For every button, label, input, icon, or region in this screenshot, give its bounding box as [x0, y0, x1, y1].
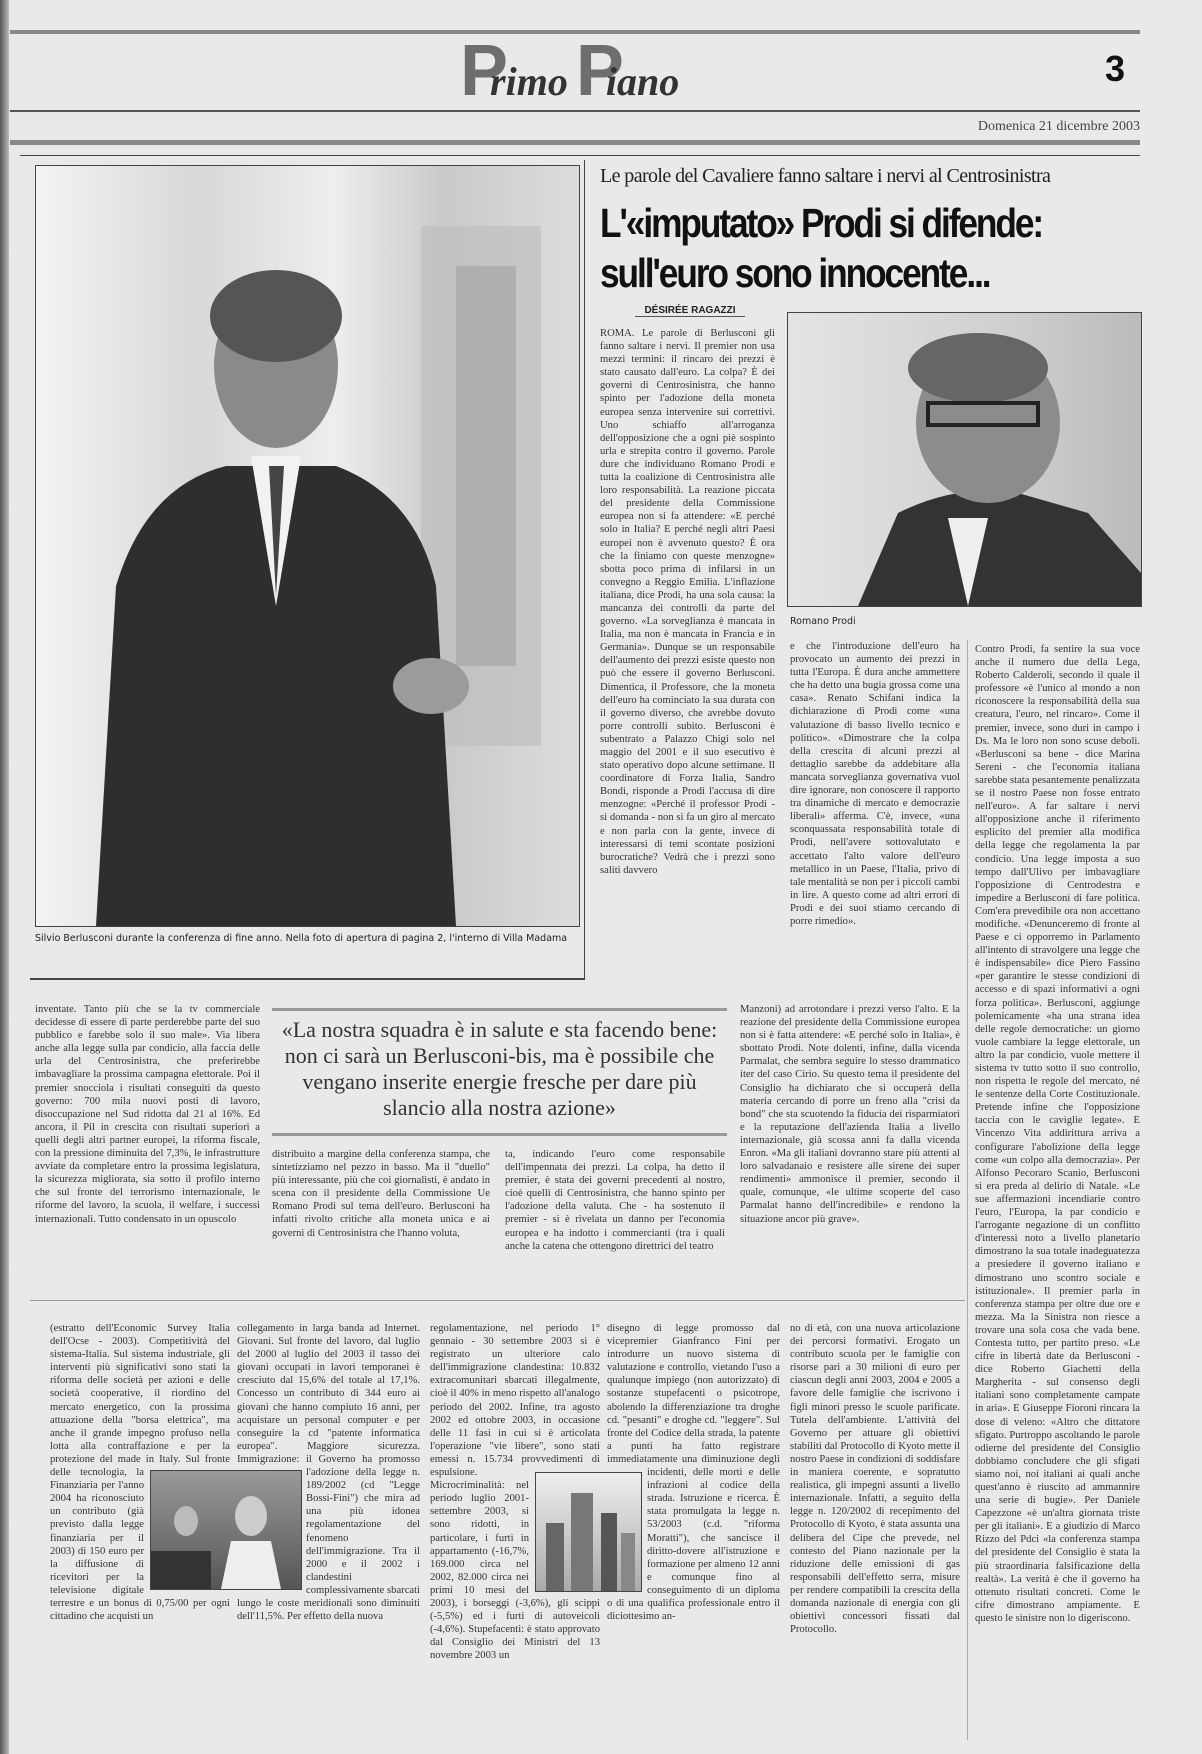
middle-column-right: Manzoni) ad arrotondare i prezzi verso l'alto. E la reazione del presidente della Commissione europea non si è fatta attendere: «E perché solo in Italia», è sbottato Prodi. Note dolenti, infine, dalla vicenda Parmalat, che sembra seguire lo stesso drammatico iter del caso Cirio. Su questo tema il presidente del Consiglio ha dichiarato che si occuperà della materia cercando di porre un freno alla "crisi da bond" che sta scuotendo la fiducia dei risparmiatori e la reputazione dell'azienda Italia a livello internazionale, già scossa anni fa dalla vicenda Enron. «Ma gli italiani dovranno stare più attenti al loro salvadanaio e resistere alle sirene dei super rendimenti» ammonisce il premier, secondo il quale, comunque, «le ultime scoperte del caso Parmalat hanno dell'incredibile» e rendono la situazione ancor più grave». — [740, 1004, 960, 1225]
column-divider — [967, 640, 968, 1740]
article-kicker: Le parole del Cavaliere fanno saltare i nervi al Centrosinistra — [600, 165, 1051, 187]
headline-line: L'«imputato» Prodi si difende: — [600, 200, 1043, 246]
section-masthead — [460, 31, 687, 111]
city-photo — [535, 1472, 642, 1592]
masthead-initial: P — [575, 31, 624, 111]
bottom-column-2-text: collegamento in larga banda ad Internet. Giovani. Sul fronte del lavoro, dal luglio del 2000 al luglio del 2003 il tasso dei giovani occupati in lavori temporanei è cresciuto dal 15,6% del totale al 17,1%. Concesso un contributo di 344 euro ai giovani che hanno compiuto 16 anni, per acquistare un personal computer e per conseguire la cd "patente informatica europea". Maggiore sicurezza. Immigrazione: il Governo ha promosso l'adozione della legge n. 189/2002 (cd "Legge Bossi-Fini") che mira ad una più idonea regolamentazione del fenomeno dell'immigrazione. Tra il 2000 e il 2002 i clandestini complessivamente sbarcati lungo le coste meridionali sono diminuiti dell'11,5%. Per effetto della nuova — [237, 1323, 420, 1623]
prodi-photo-caption: Romano Prodi — [790, 616, 856, 627]
factory-photo — [150, 1470, 302, 1590]
article-headline — [600, 198, 1082, 298]
content-rule — [20, 155, 1140, 156]
article-column-2: e che l'introduzione dell'euro ha provocato un aumento dei prezzi in tutta l'Europa. È dura anche ammettere che ha detto una bugia grossa come una casa». Renato Schifani indica la dichiarazione di Prodi come «una valutazione di basso livello tecnico e politico». «Dimostrare che la colpa della crescita di alcuni prezzi al dettaglio sarebbe da addebitare alla mancata sorveglianza governativa vuol dire ignorare, non conoscere il rapporto tra dinamiche di mercato e democrazie liberali» afferma. C'è, invece, «una sconquassata responsabilità totale di Prodi, nell'avere sottovalutato e accettato l'alto valore dell'euro metallico in un Paese, l'Italia, privo di tale mentalità se non per i piccoli cambi in lire. A questo come ad altri errori di Prodi e dei suoi stiamo cercando di porre rimedio». — [790, 641, 960, 927]
page-number: 3 — [1105, 48, 1126, 89]
bottom-column-5: no di età, con una nuova articolazione dei percorsi formativi. Erogato un contributo scuola per le famiglie con risorse pari a 30 milioni di euro per ciascun degli anni 2003, 2004 e 2005 a favore delle famiglie che iscrivono i figli minori presso le scuole parificate. Tutela dell'ambiente. L'attività del Governo per attuare gli obiettivi stabiliti dal Protocollo di Kyoto mette il nostro Paese in condizioni di soddisfare in maniera coerente, e sopratutto realistica, gli impegni assunti a livello internazionale. Infatti, a seguito della legge n. 120/2002 di recepimento del Protocollo di Kyoto, è stata assunta una delibera del Cipe che prevede, nel contesto del Piano nazionale per la riduzione delle emissioni di gas responsabili dell'effetto serra, misure per rendere compatibili la crescita della domanda nazionale di energia con gli obiettivi concessori fissati dal Protocollo. — [790, 1323, 960, 1636]
photo-figure — [36, 166, 579, 926]
article-byline: DÉSIRÉE RAGAZZI — [635, 305, 745, 317]
headline-line: sull'euro sono innocente... — [600, 250, 990, 296]
photo-frame-line — [584, 160, 585, 980]
middle-column-a: distribuito a margine della conferenza stampa, che sintetizziamo nel pezzo in basso. Ma il "duello" più interessante, più che coi giornalisti, è andato in scena con il presidente della Commissione Ue Romano Prodi sul tema dell'euro. Berlusconi ha infatti rivolto critiche alla moneta unica e ai governi di Centrosinistra che l'hanno voluta, — [272, 1149, 490, 1239]
middle-column-b: ta, indicando l'euro come responsabile dell'impennata dei prezzi. La colpa, ha detto il premier, è stata dei governi precedenti al nostro, cioè quelli di Centrosinistra, che hanno spinto per l'adozione della valuta. Che - ha sostenuto il premier - si è rivelata un danno per l'economia europea e ha indotto i commercianti (tra i quali anche la catena che ottengono direttrici del teatro — [505, 1149, 725, 1252]
middle-column-left: inventate. Tanto più che se la tv commerciale decidesse di essere di parte perderebbe parte del suo pubblico e farebbe solo il suo male». Via libera anche alla legge sulla par condicio, alla faccia delle urla del Centrosinistra, che preferirebbe imbavagliare la prossima campagna elettorale. Poi il premier snocciola i risultati conseguiti da questo governo: 700 mila nuovi posti di lavoro, disoccupazione nel Sud ridotta dal 21 al 16%. Ed ancora, il Pil in crescita con risultati superiori a quelli degli altri partner europei, la riforma fiscale, con la pressione diminuita del 7,3%, le infrastrutture avviate da completare entro la prossima legislatura, la sicurezza migliorata, sia sotto il profilo interno che sul fronte del terrorismo internazionale, le riforme del lavoro, la scuola, il welfare, i successi internazionali. Tutto condensato in un opuscolo — [35, 1004, 260, 1225]
article-column-1: ROMA. Le parole di Berlusconi gli fanno saltare i nervi. Il premier non usa mezzi termini: il rincaro dei prezzi è stato causato dall'euro. La colpa? È dei governi di Centrosinistra, che hanno spinto per l'adozione della moneta europea senza intervenire sui correttivi. Uno schiaffo all'arroganza dell'opposizione che a ogni piè sospinto urla e strepita contro il governo. Parole dure che individuano Romano Prodi e tutta la coalizione di Centrosinistra alle loro responsabilità. La reazione piccata del presidente della Commissione europea non si fa attendere: «E perché solo in Italia? E perché negli altri Paesi europei non è avvenuto questo? È ora che la finiamo con queste menzogne» sbotta poco prima di infilarsi in un convegno a Reggio Emilia. L'inflazione italiana, dice Prodi, ha una sola causa: la mancanza dei controlli da parte del governo. «La sorveglianza è mancata in Italia, ma non è mancata in Francia e in Germania». Dunque se un responsabile dell'aumento dei prezzi esiste questo non può che essere il governo Berlusconi. Dimentica, il Professore, che la moneta dell'euro ha cominciato la sua durata con il governo diverso, che avrebbe dovuto porre controlli subito. Berlusconi è subentrato a Palazzo Chigi solo nel maggio del 2001 e il suo esecutivo è stato operativo dopo alcune settimane. Il coordinatore di Forza Italia, Sandro Bondi, risponde a Prodi l'accusa di dire menzogne: «Perché il professor Prodi - si domanda - non si fa un giro al mercato e non parla con la gente, invece di interessarsi di temi scontate posizioni burocratiche? Vedrà che i prezzi sono saliti davvero — [600, 328, 775, 876]
page-binding-shadow — [0, 0, 9, 1754]
pull-quote: «La nostra squadra è in salute e sta facendo bene: non ci sarà un Berlusconi-bis, ma è possibile che vengano inserite energie fresche per dare più slancio alla nostra azione» — [272, 1008, 727, 1136]
issue-date: Domenica 21 dicembre 2003 — [977, 119, 1140, 134]
masthead-word: iano — [605, 59, 680, 104]
photo-figure — [788, 313, 1141, 606]
masthead-initial: P — [460, 31, 509, 111]
bottom-column-1-text: (estratto dell'Economic Survey Italia dell'Ocse - 2003). Competitività del sistema-Italia. Sul sistema industriale, gli interventi più significativi sono stati la riforma delle società per azioni e delle società cooperative, il riordino del mercato energetico, con la prossima attuazione della "borsa elettrica", ma anche il grande impegno profuso nella lotta alla contraffazione e per la protezione del made in Italy. Sul fronte delle tecnologia, la Finanziaria per l'anno 2004 ha riconosciuto un contributo (già previsto dalla legge finanziaria per il 2003) di 150 euro per la diffusione di ricevitori per la televisione digitale terrestre e un bonus di 0,75/00 per ogni cittadino che acquisti un — [50, 1323, 230, 1623]
prodi-photo — [787, 312, 1142, 607]
section-divider — [30, 1300, 965, 1301]
article-column-3: Contro Prodi, fa sentire la sua voce anche il numero due della Lega, Roberto Calderoli, secondo il quale il professore «è l'unico al mondo a non riconoscere la responsabilità della sua creatura, l'euro, nel rincaro». Come il premier, invece, sono duri in campo i Ds. Ma le loro non sono scuse deboli. «Berlusconi sa bene - dice Marina Sereni - che l'economia italiana sarebbe stata pesantemente penalizzata se il nostro Paese non fosse entrato nell'euro». A far saltare i nervi all'opposizione anche il riferimento esplicito del premier alla modifica della legge che regolamenta la par condicio. Una legge imposta a suo tempo dall'Ulivo per imbavagliare l'opposizione di Centrodestra e impedire a Berlusconi di fare politica. Com'era prevedibile ora non accettano modifiche. «Denunceremo di fronte al Paese e ci opporremo in Parlamento all'intento di stravolgere una legge che è indispensabile» dice Piero Fassino «per garantire le stesse condizioni di accesso e di spazi informativi a ogni forza politica». Berlusconi, aggiunge polemicamente «ha una strana idea delle regole democratiche: un giorno vuole cambiare la legge elettorale, un altro la par condicio, vuole mettere il sistema tv tutto sotto il suo controllo, non rispetta le regole del mercato, né le sentenze della Corte Costituzionale. Pretende infine che l'opposizione taccia con le caviglie legate». E Vincenzo Vita addirittura arriva a configurare l'abolizione della legge come «un colpo alla democrazia». Per Alfonso Pecoraro Scanio, Berlusconi si era preda al delirio di Natale. «Le sue affermazioni incendiarie contro l'euro, l'Europa, la par condicio e l'arrogante negazione di un conflitto d'interessi noto a livello planetario dimostrano la sua totale inadeguatezza a presiedere il governo italiano e dimostrano uno scontro sociale e istituzionale». Il premier parla in conferenza stampa per oltre due ore e mezza. Ma la Sinistra non riesce a trovare una sola cosa che vada bene. Contesta tutto, per partito preso. «Le cifre in libertà date da Berlusconi - dice Roberto Giachetti della Margherita - sul consenso degli italiani sono completamente campate in aria». E Giuseppe Fioroni rincara la dose di veleno: «Altro che dittatore sfigato. Purtroppo ascoltando le parole odierne del presidente del Consiglio dobbiamo concludere che gli sfigati siamo noi, noi italiani ai quali anche quest'anno è riuscito ad ammannire una serie di bugie». Per Daniele Capezzone «è un'altra giornata triste per gli italiani». E a giudizio di Marco Rizzo del Pdci «la conferenza stampa del presidente del Consiglio è stata la più straordinaria falsificazione della realtà». La verità è che il governo ha ottenuto risultati concreti. Come le cifre dimostrano ampiamente. E questo le sinistre non lo digeriscono. — [975, 644, 1140, 1624]
header-rule-bottom — [10, 140, 1140, 145]
photo-figure — [536, 1473, 641, 1591]
bottom-column-4-text: disegno di legge promosso dal vicepremier Gianfranco Fini per introdurre un nuovo sistema di valutazione e controllo, vietando l'uso a qualunque impiego (non autorizzato) di sostanze stupefacenti o psicotrope, abolendo la differenziazione tra droghe cd. "pesanti" e droghe cd. "leggere". Sul fronte del Codice della strada, la patente a punti ha fatto registrare immediatamente una diminuzione degli incidenti, delle morti e delle infrazioni al codice della strada. Istruzione e ricerca. È stata promulgata la legge n. 53/2003 (c.d. "riforma Moratti"), che sancisce il diritto-dovere all'istruzione e formazione per almeno 12 anni e comunque fino al conseguimento di un diploma o di una qualifica professionale entro il diciottesimo an- — [607, 1323, 780, 1623]
berlusconi-photo-caption: Silvio Berlusconi durante la conferenza di fine anno. Nella foto di apertura di pagina 2, l'interno di Villa Madama — [35, 933, 568, 944]
masthead-word: rimo — [490, 59, 568, 104]
berlusconi-photo — [35, 165, 580, 927]
bottom-column-3-text: regolamentazione, nel periodo 1° gennaio - 30 settembre 2003 si è registrato un ulteriore calo dell'immigrazione clandestina: 10.832 extracomunitari sbarcati illegalmente, cioè il 40% in meno rispetto all'analogo periodo del 2002. Infine, tra agosto 2002 ed ottobre 2003, in occasione delle 11 fasi in cui si è articolata l'operazione "vie libere", sono stati emessi n. 15.734 provvedimenti di espulsione. Microcriminalità: nel periodo luglio 2001-settembre 2003, si sono ridotti, in particolare, i furti in appartamento (-16,7%, 169.000 circa nel 2002, 82.000 circa nei primi 10 mesi del 2003), i borseggi (-3,6%), gli scippi (-5,5%) ed i furti di autoveicoli (-4,6%). Stupefacenti: è stato approvato dal Consiglio dei Ministri del 13 novembre 2003 un — [430, 1323, 600, 1662]
photo-figure — [151, 1471, 301, 1589]
caption-rule — [30, 978, 585, 980]
